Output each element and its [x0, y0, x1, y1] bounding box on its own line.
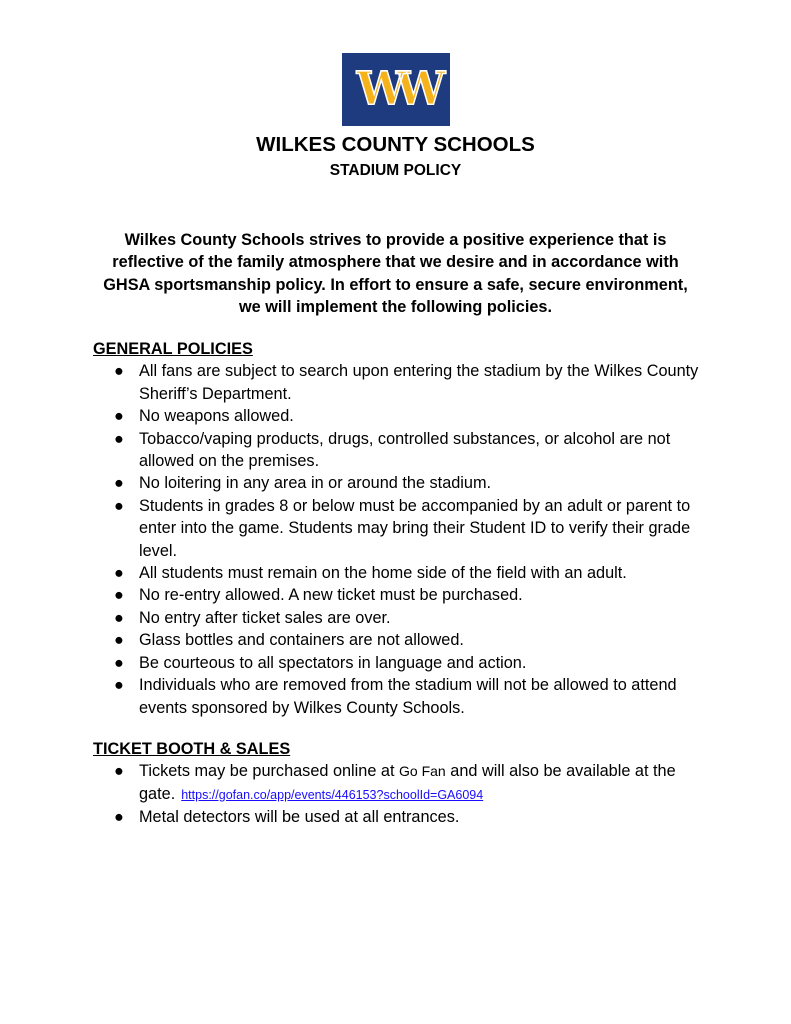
bullet-icon: ● [114, 653, 124, 672]
ticket-section [93, 738, 713, 829]
list-item [93, 607, 699, 629]
list-item [93, 428, 699, 473]
general-policies-section [93, 338, 713, 719]
item-text: Tickets may be purchased online at [139, 762, 400, 781]
bullet-icon: ● [114, 407, 124, 426]
list-item [93, 562, 699, 584]
list-item [93, 360, 699, 405]
item-text: and will also be available at the gate. [139, 762, 676, 803]
item-text: All students must remain on the home side of the field with an adult. [139, 564, 627, 583]
item-text: Be courteous to all spectators in language and action. [139, 653, 527, 672]
intro-paragraph: Wilkes County Schools strives to provide a positive experience that is reflective of the family atmosphere that we desire and in accordance with GHSA sportsmanship policy. In effort to ensure a safe, secure environment, we will implement the following policies. [103, 231, 688, 317]
bullet-icon: ● [114, 474, 124, 493]
bullet-icon: ● [114, 676, 124, 695]
bullet-icon: ● [114, 808, 124, 827]
item-text: No weapons allowed. [139, 407, 294, 426]
item-text: Glass bottles and containers are not allowed. [139, 631, 464, 650]
page-subtitle: STADIUM POLICY [329, 162, 462, 179]
bullet-icon: ● [114, 608, 124, 627]
list-item [93, 674, 699, 719]
bullet-icon: ● [114, 429, 124, 448]
bullet-icon: ● [114, 564, 124, 583]
item-text: No entry after ticket sales are over. [139, 608, 391, 627]
item-text: Students in grades 8 or below must be accompanied by an adult or parent to enter into the game. Students may bring their Student ID to verify their grade level. [139, 496, 691, 560]
item-text: Metal detectors will be used at all entrances. [139, 808, 460, 827]
section-heading: GENERAL POLICIES [93, 340, 253, 358]
list-item [93, 806, 699, 828]
list-item [93, 584, 699, 606]
item-text: Tobacco/vaping products, drugs, controlled substances, or alcohol are not allowed on the premises. [139, 429, 671, 471]
list-item [93, 760, 699, 806]
general-policies-list [93, 360, 713, 719]
item-text: No re-entry allowed. A new ticket must be purchased. [139, 586, 523, 605]
bullet-icon: ● [114, 362, 124, 381]
bullet-icon: ● [114, 762, 124, 781]
gofan-text: Go Fan [399, 763, 446, 780]
list-item [93, 629, 699, 651]
item-text: All fans are subject to search upon entering the stadium by the Wilkes County Sheriff’s Department. [139, 362, 699, 403]
bullet-icon: ● [114, 631, 124, 650]
school-logo [342, 53, 450, 126]
bullet-icon: ● [114, 496, 124, 515]
ticket-list [93, 760, 713, 828]
list-item [93, 495, 699, 562]
bullet-icon: ● [114, 586, 124, 605]
list-item [93, 405, 699, 427]
list-item [93, 472, 699, 494]
item-text: No loitering in any area in or around the stadium. [139, 474, 492, 493]
list-item [93, 652, 699, 674]
item-text: Individuals who are removed from the stadium will not be allowed to attend events sponsored by Wilkes County Schools. [139, 676, 677, 717]
gofan-link[interactable]: https://gofan.co/app/events/446153?schoolId=GA6094 [181, 787, 484, 802]
page-title: WILKES COUNTY SCHOOLS [256, 133, 535, 156]
logo-letters: WW [356, 62, 436, 117]
section-heading: TICKET BOOTH & SALES [93, 740, 291, 758]
